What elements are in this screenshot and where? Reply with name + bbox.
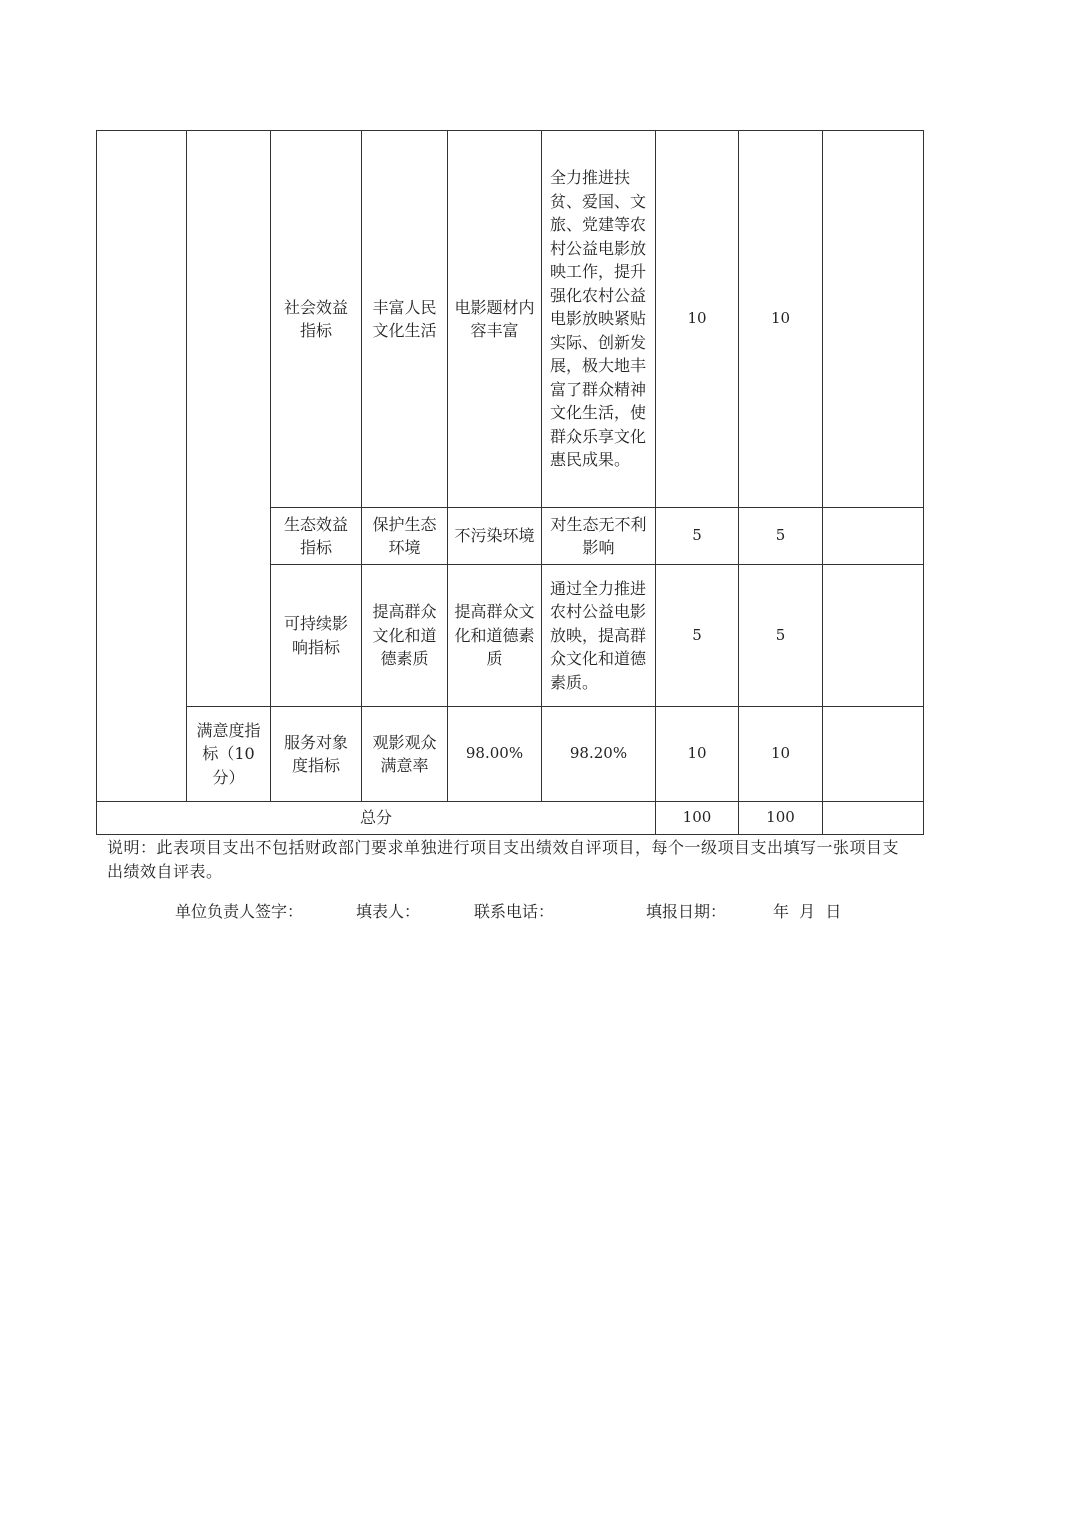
total-row xyxy=(97,802,924,835)
blank-cell xyxy=(187,131,271,707)
target-cell: 不污染环境 xyxy=(448,508,542,565)
score-cell: 10 xyxy=(739,707,823,802)
remark-cell xyxy=(823,565,924,707)
indicator-cell: 社会效益指标 xyxy=(271,131,362,508)
weight-cell: 10 xyxy=(656,131,739,508)
total-weight: 100 xyxy=(656,802,739,835)
sub-indicator-cell: 保护生态环境 xyxy=(362,508,448,565)
phone-label: 联系电话： xyxy=(474,902,555,921)
target-cell: 98.00% xyxy=(448,707,542,802)
table-row xyxy=(97,131,924,508)
note-text: 说明：此表项目支出不包括财政部门要求单独进行项目支出绩效自评项目，每个一级项目支出填写一张项目支出绩效自评表。 xyxy=(107,838,900,881)
actual-cell: 对生态无不利影响 xyxy=(542,508,656,565)
weight-cell: 5 xyxy=(656,565,739,707)
actual-cell: 98.20% xyxy=(542,707,656,802)
sub-indicator-cell: 观影观众满意率 xyxy=(362,707,448,802)
blank-cell xyxy=(823,802,924,835)
weight-cell: 10 xyxy=(656,707,739,802)
filler-label: 填表人： xyxy=(356,902,421,921)
sub-indicator-cell: 丰富人民文化生活 xyxy=(362,131,448,508)
indicator-cell: 生态效益指标 xyxy=(271,508,362,565)
score-cell: 10 xyxy=(739,131,823,508)
category-cell: 满意度指标（10分） xyxy=(187,707,271,802)
remark-cell xyxy=(823,707,924,802)
target-cell: 提高群众文化和道德素质 xyxy=(448,565,542,707)
unit-head-sign-label: 单位负责人签字： xyxy=(175,902,304,921)
score-cell: 5 xyxy=(739,508,823,565)
actual-cell: 全力推进扶贫、爱国、文旅、党建等农村公益电影放映工作，提升强化农村公益电影放映紧贴实际、创新发展，极大地丰富了群众精神文化生活，使群众乐享文化惠民成果。 xyxy=(542,131,656,508)
remark-cell xyxy=(823,131,924,508)
total-score: 100 xyxy=(739,802,823,835)
target-cell: 电影题材内容丰富 xyxy=(448,131,542,508)
date-value: 年 月 日 xyxy=(773,902,842,921)
blank-cell xyxy=(97,131,187,802)
performance-table xyxy=(96,130,924,835)
total-label: 总分 xyxy=(97,802,656,835)
remark-cell xyxy=(823,508,924,565)
sub-indicator-cell: 提高群众文化和道德素质 xyxy=(362,565,448,707)
table-row xyxy=(97,707,924,802)
actual-cell: 通过全力推进农村公益电影放映，提高群众文化和道德素质。 xyxy=(542,565,656,707)
score-cell: 5 xyxy=(739,565,823,707)
date-label: 填报日期： xyxy=(646,902,727,921)
weight-cell: 5 xyxy=(656,508,739,565)
indicator-cell: 可持续影响指标 xyxy=(271,565,362,707)
indicator-cell: 服务对象度指标 xyxy=(271,707,362,802)
